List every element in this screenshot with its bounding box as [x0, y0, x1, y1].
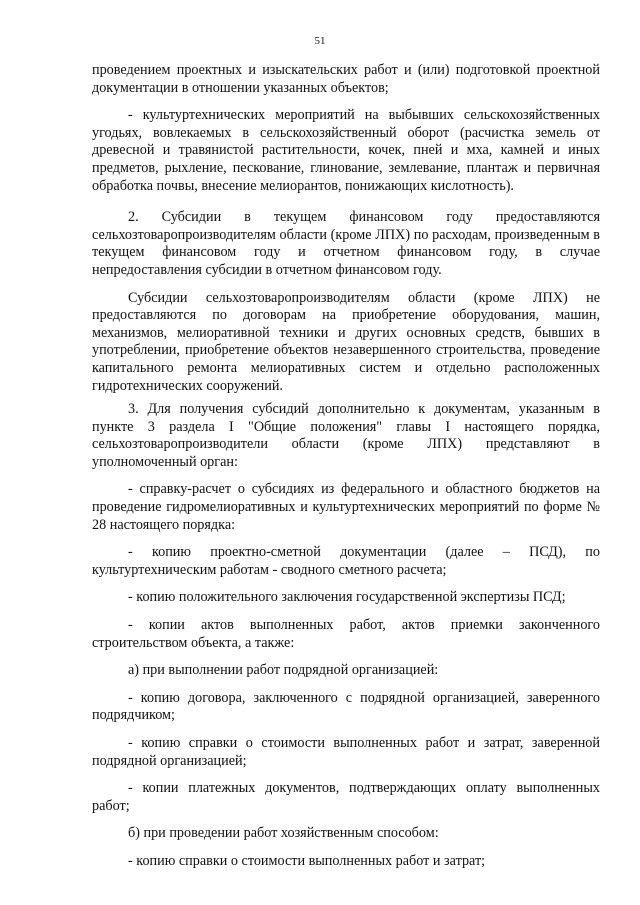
subheading-contractor: а) при выполнении работ подрядной организацией:	[128, 662, 439, 679]
paragraph-cultural-measures: - культуртехнических мероприятий на выбывших сельскохозяйственных угодьях, вовлекаемых в сельскохозяйственный оборот (расчистка земель от древесной и травянистой растительности, кочек, пней и мха, камней и иных предметов, рыхление, пескование, глинование, землевание, плантаж и первичная обработка почвы, внесение мелиорантов, понижающих кислотность).	[92, 107, 600, 194]
paragraph-subsidy-exclusions: Субсидии сельхозтоваропроизводителям области (кроме ЛПХ) не предоставляются по договорам на приобретение оборудования, машин, механизмов, мелиоративной техники и других основных средств, бывших в употреблении, приобретение объектов незавершенного строительства, проведение капитального ремонта мелиоративных систем и отдельно расположенных гидротехнических сооружений.	[92, 289, 600, 394]
list-item-cost-certificate: - копию справки о стоимости выполненных работ и затрат;	[128, 852, 486, 869]
paragraph-item-2: 2. Субсидии в текущем финансовом году предоставляются сельхозтоваропроизводителям области (кроме ЛПХ) по расходам, произведенным в текущем финансовом году и отчетном финансовом году, в случае непредоставления субсидии в отчетном финансовом году.	[92, 209, 600, 278]
list-item-payment-documents: - копии платежных документов, подтверждающих оплату выполненных работ;	[92, 780, 600, 814]
document-body	[92, 62, 600, 871]
list-item-cost-certificate-contractor: - копию справки о стоимости выполненных работ и затрат, заверенной подрядной организацией;	[92, 735, 600, 769]
list-item-work-acts: - копии актов выполненных работ, актов приемки законченного строительством объекта, а также:	[92, 617, 600, 651]
list-item-design-documentation: - копию проектно-сметной документации (далее – ПСД), по культуртехническим работам - сводного сметного расчета;	[92, 544, 600, 578]
paragraph-continuation: проведением проектных и изыскательских работ и (или) подготовкой проектной документации в отношении указанных объектов;	[92, 62, 600, 96]
page-number: 51	[314, 35, 326, 47]
list-item-certificate-calculation: - справку-расчет о субсидиях из федерального и областного бюджетов на проведение гидромелиоративных и культуртехнических мероприятий по форме № 28 настоящего порядка:	[92, 481, 600, 533]
list-item-expert-conclusion: - копию положительного заключения государственной экспертизы ПСД;	[128, 589, 566, 606]
list-item-contract-copy: - копию договора, заключенного с подрядной организацией, заверенного подрядчиком;	[92, 689, 600, 724]
subheading-own-method: б) при проведении работ хозяйственным способом:	[128, 825, 439, 842]
paragraph-item-3: 3. Для получения субсидий дополнительно к документам, указанным в пункте 3 раздела I "Общие положения" главы I настоящего порядка, сельхозтоваропроизводители области (кроме ЛПХ) представляют в уполномоченный орган:	[92, 401, 600, 470]
